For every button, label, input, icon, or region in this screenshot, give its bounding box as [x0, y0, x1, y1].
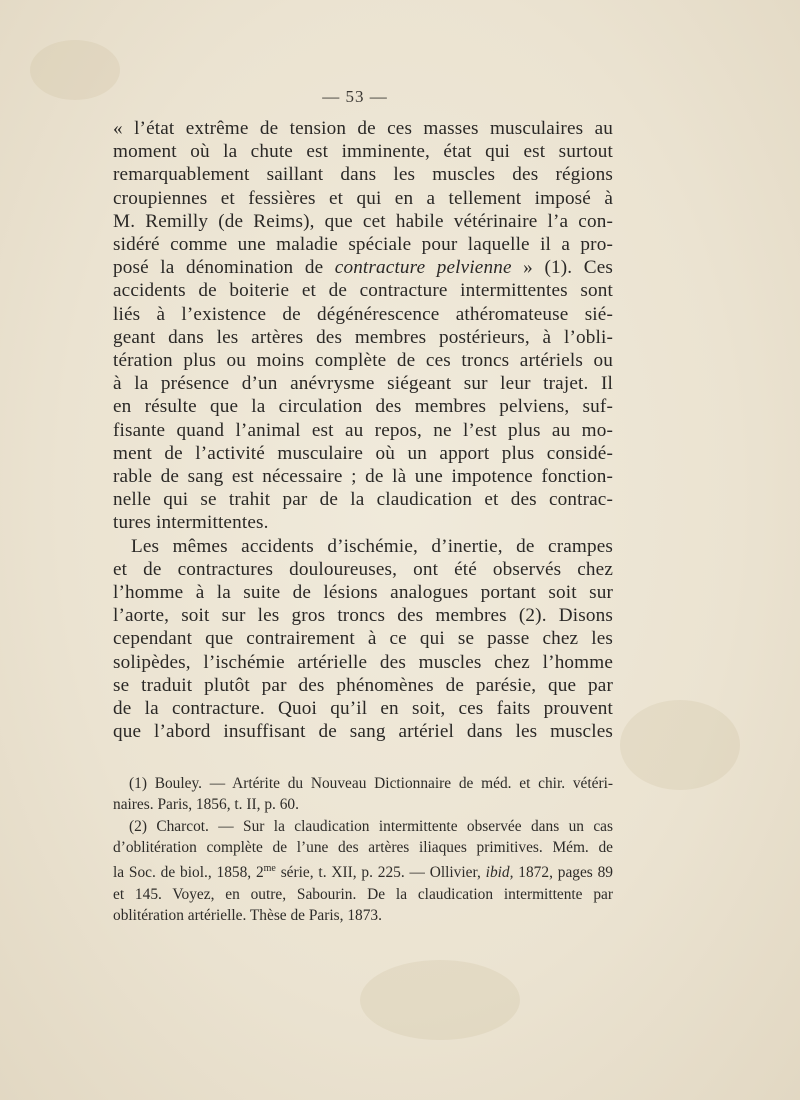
text-fragment: » (1). Ces: [511, 257, 613, 279]
text-line: nelle qui se trahit par de la claudication et des contrac-: [113, 489, 613, 511]
text-line: liés à l’existence de dégénérescence athéromateuse sié-: [113, 303, 613, 325]
text-line: accidents de boiterie et de contracture intermittentes sont: [113, 280, 613, 302]
footnote-line-mixed: [113, 858, 613, 883]
text-fragment: la Soc. de biol., 1858, 2: [113, 864, 264, 882]
text-line: que l’abord insuffisant de sang artériel dans les muscles: [113, 721, 613, 743]
text-line: « l’état extrême de tension de ces masses musculaires au: [113, 118, 613, 139]
text-line: se traduit plutôt par des phénomènes de parésie, que par: [113, 674, 613, 696]
footnote-line: (1) Bouley. — Artérite du Nouveau Dictionnaire de méd. et chir. vétéri-: [129, 775, 613, 792]
text-line: tures intermittentes.: [113, 512, 269, 534]
footnote-line: et 145. Voyez, en outre, Sabourin. De la claudication intermittente par: [113, 885, 613, 903]
footnote-line: oblitération artérielle. Thèse de Paris, 1873.: [113, 906, 382, 924]
text-line: Les mêmes accidents d’ischémie, d’inertie, de crampes: [131, 535, 613, 557]
italic-term: ibid,: [485, 864, 514, 882]
text-line: à la présence d’un anévrysme siégeant sur leur trajet. Il: [113, 373, 613, 395]
italic-term: contracture pelvienne: [334, 257, 512, 279]
paper-stain: [620, 700, 740, 790]
text-line: croupiennes et fessières et qui en a tellement imposé à: [113, 187, 613, 209]
text-line: cependant que contrairement à ce qui se passe chez les: [113, 628, 613, 650]
body-text: [113, 117, 613, 743]
text-line: M. Remilly (de Reims), que cet habile vétérinaire l’a con-: [113, 210, 613, 232]
text-line: ment de l’activité musculaire où un apport plus considé-: [113, 442, 613, 464]
text-line: l’aorte, soit sur les gros troncs des membres (2). Disons: [113, 605, 613, 627]
text-line: fisante quand l’animal est au repos, ne l’est plus au mo-: [113, 419, 613, 441]
paper-stain: [360, 960, 520, 1040]
text-line: solipèdes, l’ischémie artérielle des muscles chez l’homme: [113, 651, 613, 673]
paragraph: [113, 535, 613, 744]
text-line: en résulte que la circulation des membres pelviens, suf-: [113, 396, 613, 418]
text-line: geant dans les artères des membres postérieurs, à l’obli-: [113, 326, 613, 348]
text-line: moment où la chute est imminente, état qui est surtout: [113, 141, 613, 163]
page-number: — 53 —: [322, 87, 388, 106]
text-fragment: 1872, pages 89: [513, 864, 613, 882]
text-line: de la contracture. Quoi qu’il en soit, ces faits prouvent: [113, 698, 613, 720]
text-line: et de contractures douloureuses, ont été observés chez: [113, 558, 613, 580]
footnote-line: naires. Paris, 1856, t. II, p. 60.: [113, 796, 299, 814]
superscript: me: [263, 863, 276, 875]
footnote-line: d’oblitération complète de l’une des artères iliaques primitives. Mém. de: [113, 838, 613, 856]
text-fragment: posé la dénomination de: [113, 257, 335, 279]
text-fragment: série, t. XII, p. 225. — Ollivier,: [275, 864, 486, 882]
text-line: rable de sang est nécessaire ; de là une impotence fonction-: [113, 466, 613, 488]
text-line-mixed: [113, 256, 613, 279]
text-line: tération plus ou moins complète de ces troncs artériels ou: [113, 350, 613, 372]
footnotes: [113, 773, 613, 926]
footnote-line: (2) Charcot. — Sur la claudication intermittente observée dans un cas: [129, 817, 613, 835]
paragraph: [113, 117, 613, 535]
text-line: l’homme à la suite de lésions analogues portant soit sur: [113, 582, 613, 604]
text-line: remarquablement saillant dans les muscles des régions: [113, 164, 613, 186]
text-line: sidéré comme une maladie spéciale pour laquelle il a pro-: [113, 234, 613, 256]
